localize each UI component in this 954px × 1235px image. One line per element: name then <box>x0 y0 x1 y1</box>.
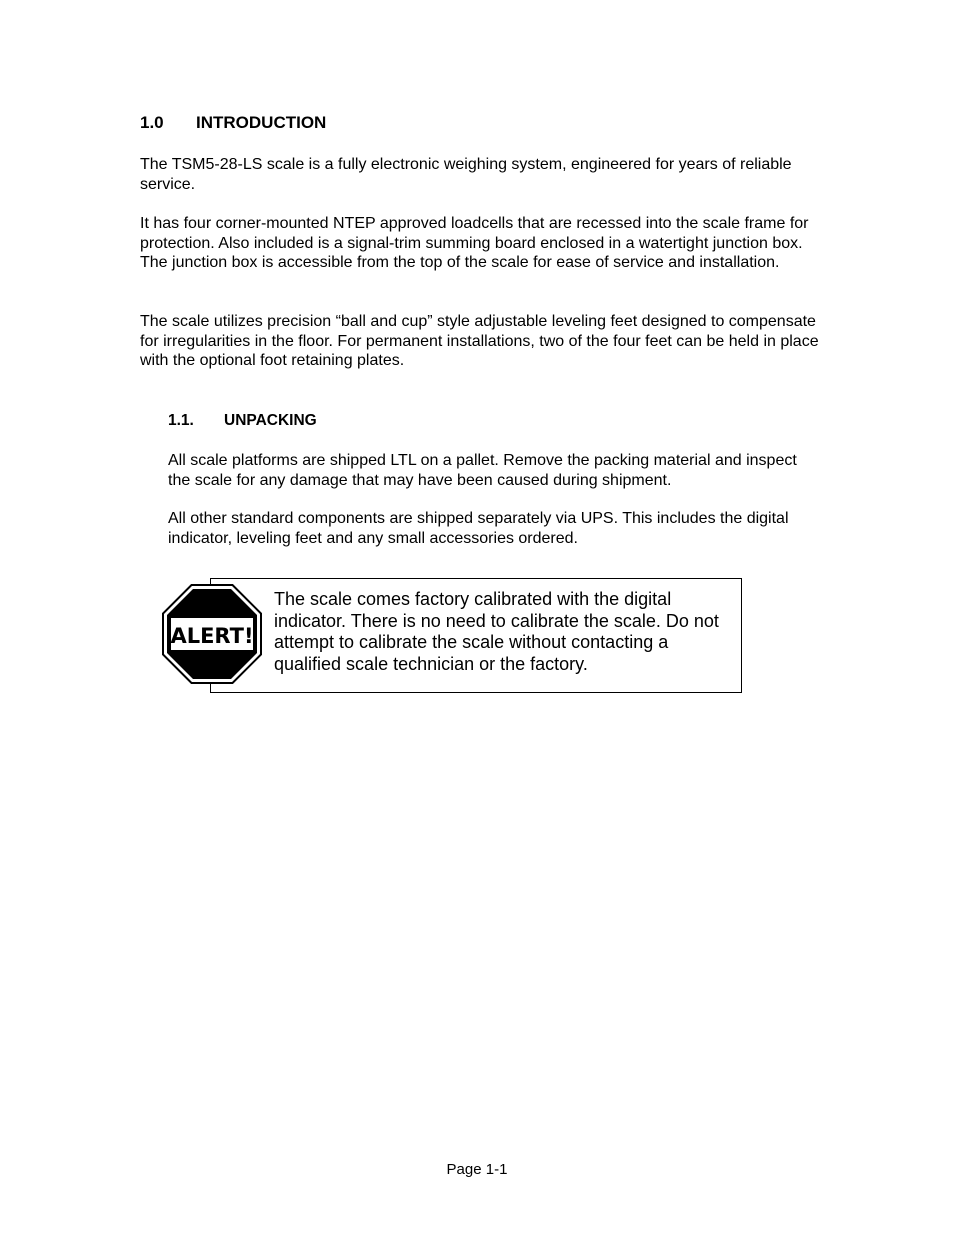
subsection-number: 1.1. <box>168 412 194 429</box>
alert-icon-label: ALERT! <box>170 624 254 648</box>
alert-stop-sign-icon <box>162 584 262 684</box>
intro-paragraph-2: It has four corner-mounted NTEP approved loadcells that are recessed into the scale frame for protection. Also included is a signal-trim summing board enclosed in a watertight junction box. The junction box is accessible from the top of the scale for ease of service and installation. <box>140 215 809 272</box>
section-title: INTRODUCTION <box>196 113 327 132</box>
section-heading <box>140 113 326 133</box>
unpacking-paragraph-1: All scale platforms are shipped LTL on a pallet. Remove the packing material and inspect the scale for any damage that may have been caused during shipment. <box>168 452 797 489</box>
subsection-heading <box>168 412 317 430</box>
alert-text: The scale comes factory calibrated with the digital indicator. There is no need to calibrate the scale. Do not attempt to calibrate the scale without contacting a qualified scale technician or the factory. <box>274 589 719 674</box>
intro-paragraph-3: The scale utilizes precision “ball and cup” style adjustable leveling feet designed to compensate for irregularities in the floor. For permanent installations, two of the four feet can be held in place with the optional foot retaining plates. <box>140 313 819 370</box>
subsection-title: UNPACKING <box>224 412 317 429</box>
section-number: 1.0 <box>140 113 164 132</box>
intro-paragraph-1: The TSM5-28-LS scale is a fully electronic weighing system, engineered for years of reliable service. <box>140 156 792 193</box>
unpacking-paragraph-2: All other standard components are shipped separately via UPS. This includes the digital indicator, leveling feet and any small accessories ordered. <box>168 510 789 547</box>
page-number: Page 1-1 <box>446 1161 508 1178</box>
